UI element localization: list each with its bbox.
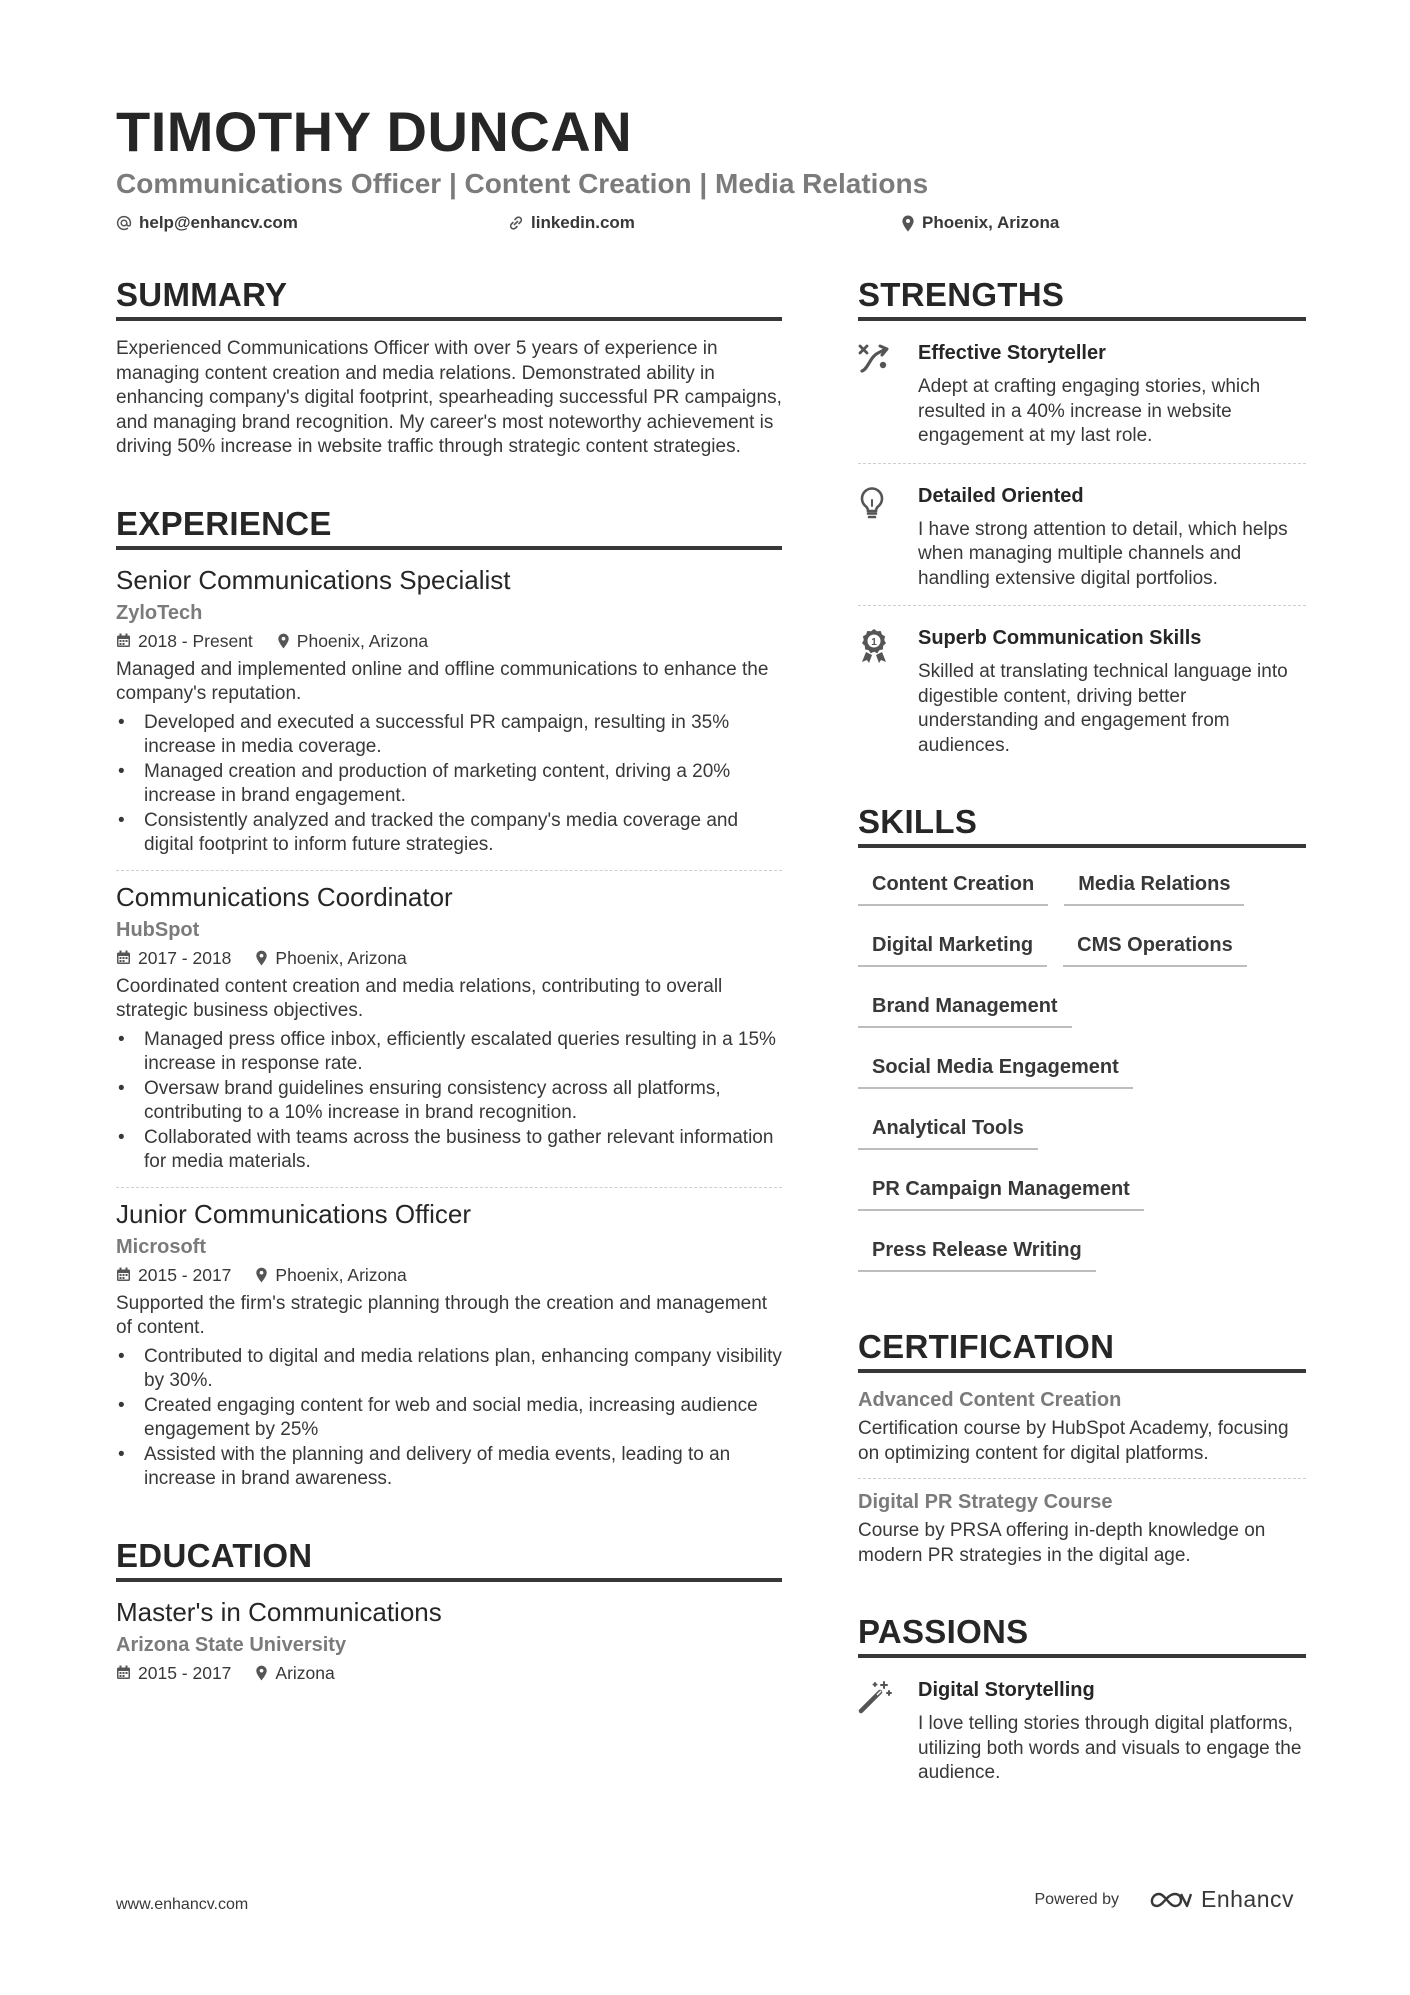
at-icon bbox=[116, 215, 132, 231]
passion-item bbox=[858, 1676, 1306, 1786]
award-icon bbox=[858, 628, 890, 664]
link-icon bbox=[508, 215, 524, 231]
strength-item bbox=[858, 482, 1306, 592]
email-text: help@enhancv.com bbox=[139, 213, 298, 232]
passions-section bbox=[858, 1612, 1306, 1786]
calendar-icon bbox=[116, 1267, 131, 1282]
degree-title: Master's in Communications bbox=[116, 1596, 442, 1627]
job-bullet: • Oversaw brand guidelines ensuring consistency across all platforms, contributing to a 10% increase in brand recognition. bbox=[116, 1077, 782, 1126]
strengths-section bbox=[858, 275, 1306, 758]
strength-title: Effective Storyteller bbox=[918, 342, 1106, 364]
strength-description: Skilled at translating technical language into digestible content, driving better understanding and engagement from audiences. bbox=[918, 661, 1288, 756]
strengths-heading: STRENGTHS bbox=[858, 275, 1306, 321]
linkedin-text: linkedin.com bbox=[531, 213, 635, 232]
job-entry bbox=[116, 564, 782, 858]
passion-icon-wrap bbox=[858, 1676, 918, 1786]
contact-location bbox=[901, 213, 1059, 233]
job-bullet: • Managed creation and production of marketing content, driving a 20% increase in brand engagement. bbox=[116, 760, 782, 809]
education-section bbox=[116, 1536, 782, 1686]
divider bbox=[858, 605, 1306, 606]
job-company: HubSpot bbox=[116, 918, 200, 941]
job-title: Communications Coordinator bbox=[116, 881, 453, 912]
job-title: Junior Communications Officer bbox=[116, 1198, 471, 1229]
strength-body bbox=[918, 339, 1306, 449]
job-bullet: • Assisted with the planning and delivery of media events, leading to an increase in brand awareness. bbox=[116, 1443, 782, 1492]
experience-section bbox=[116, 504, 782, 1492]
job-bullet: • Created engaging content for web and social media, increasing audience engagement by 25% bbox=[116, 1394, 782, 1443]
strength-icon-wrap bbox=[858, 482, 918, 592]
skills-heading: SKILLS bbox=[858, 802, 1306, 848]
certification-item bbox=[858, 1387, 1306, 1466]
skill-tag: Social Media Engagement bbox=[858, 1049, 1133, 1089]
strength-description: I have strong attention to detail, which helps when managing multiple channels and handling extensive digital portfolios. bbox=[918, 518, 1288, 589]
certification-title: Advanced Content Creation bbox=[858, 1389, 1122, 1411]
job-bullets bbox=[116, 1345, 782, 1492]
skill-tag: Content Creation bbox=[858, 866, 1048, 906]
job-title: Senior Communications Specialist bbox=[116, 564, 511, 595]
job-location bbox=[277, 628, 428, 654]
job-description: Coordinated content creation and media relations, contributing to overall strategic business objectives. bbox=[116, 975, 723, 1021]
candidate-subtitle: Communications Officer | Content Creation | Media Relations bbox=[116, 168, 929, 199]
job-meta bbox=[116, 945, 782, 971]
footer-website[interactable]: www.enhancv.com bbox=[116, 1896, 249, 1913]
certification-heading: CERTIFICATION bbox=[858, 1327, 1306, 1373]
education-heading: EDUCATION bbox=[116, 1536, 782, 1582]
calendar-icon bbox=[116, 633, 131, 648]
left-column bbox=[116, 275, 782, 1686]
education-location-text: Arizona bbox=[275, 1662, 335, 1683]
job-company: Microsoft bbox=[116, 1235, 206, 1258]
strength-body bbox=[918, 624, 1306, 758]
skill-tag: Analytical Tools bbox=[858, 1110, 1038, 1150]
contact-bar bbox=[116, 210, 1306, 236]
storyteller-icon bbox=[858, 343, 892, 375]
enhancv-logo-icon bbox=[1145, 1888, 1193, 1912]
strength-description: Adept at crafting engaging stories, which resulted in a 40% increase in website engagement at my last role. bbox=[918, 376, 1261, 446]
job-dates bbox=[116, 1262, 231, 1288]
job-dates bbox=[116, 945, 231, 971]
skills-section bbox=[858, 802, 1306, 1293]
summary-text: Experienced Communications Officer with over 5 years of experience in managing content creation and media relations. Demonstrated ability in enhancing company's digital footprint, spearheading successful PR campaigns, and managing brand recognition. My career's most noteworthy achievement is driving 50% increase in website traffic through strategic content strategies. bbox=[116, 338, 782, 457]
footer-branding bbox=[1034, 1886, 1294, 1913]
skill-tag: Digital Marketing bbox=[858, 927, 1047, 967]
calendar-icon bbox=[116, 950, 131, 965]
skill-tag: Press Release Writing bbox=[858, 1232, 1096, 1272]
job-bullets bbox=[116, 711, 782, 858]
skill-tag: CMS Operations bbox=[1063, 927, 1247, 967]
brand-name: Enhancv bbox=[1200, 1886, 1294, 1912]
job-location-text: Phoenix, Arizona bbox=[275, 947, 407, 968]
contact-email[interactable] bbox=[116, 213, 508, 233]
passion-body bbox=[918, 1676, 1306, 1786]
education-dates bbox=[116, 1660, 231, 1686]
resume-page bbox=[116, 100, 1306, 1783]
job-bullet: • Collaborated with teams across the business to gather relevant information for media materials. bbox=[116, 1126, 782, 1175]
job-description: Managed and implemented online and offline communications to enhance the company's reputation. bbox=[116, 658, 769, 704]
candidate-name: TIMOTHY DUNCAN bbox=[116, 100, 633, 163]
skill-tag: PR Campaign Management bbox=[858, 1171, 1144, 1211]
job-dates-text: 2015 - 2017 bbox=[138, 1264, 232, 1285]
location-pin-icon bbox=[255, 1267, 268, 1283]
svg-text:1: 1 bbox=[871, 637, 877, 648]
summary-section bbox=[116, 275, 782, 460]
job-description: Supported the firm's strategic planning through the creation and management of content. bbox=[116, 1292, 768, 1338]
job-location bbox=[255, 1262, 406, 1288]
education-location bbox=[255, 1660, 334, 1686]
calendar-icon bbox=[116, 1665, 131, 1680]
job-company: ZyloTech bbox=[116, 601, 203, 624]
job-location-text: Phoenix, Arizona bbox=[296, 630, 429, 651]
location-pin-icon bbox=[901, 215, 915, 232]
school-name: Arizona State University bbox=[116, 1633, 347, 1656]
job-meta bbox=[116, 628, 782, 654]
job-meta bbox=[116, 1262, 782, 1288]
job-entry bbox=[116, 1198, 782, 1492]
job-dates-text: 2017 - 2018 bbox=[138, 947, 232, 968]
strength-item bbox=[858, 339, 1306, 449]
job-location-text: Phoenix, Arizona bbox=[275, 1264, 407, 1285]
passion-description: I love telling stories through digital platforms, utilizing both words and visuals to engage the audience. bbox=[918, 1713, 1302, 1783]
strength-title: Detailed Oriented bbox=[918, 484, 1084, 507]
skill-tag: Media Relations bbox=[1064, 866, 1244, 906]
location-pin-icon bbox=[255, 950, 268, 966]
divider bbox=[858, 1478, 1306, 1479]
job-bullet: • Managed press office inbox, efficiently escalated queries resulting in a 15% increase in response rate. bbox=[116, 1028, 782, 1077]
divider bbox=[116, 870, 782, 871]
job-dates bbox=[116, 628, 253, 654]
strength-body bbox=[918, 482, 1306, 592]
passions-heading: PASSIONS bbox=[858, 1612, 1306, 1658]
strength-title: Superb Communication Skills bbox=[918, 627, 1202, 649]
job-bullet: • Contributed to digital and media relations plan, enhancing company visibility by 30%. bbox=[116, 1345, 782, 1394]
experience-heading: EXPERIENCE bbox=[116, 504, 782, 550]
certification-description: Course by PRSA offering in-depth knowledge on modern PR strategies in the digital age. bbox=[858, 1520, 1266, 1566]
summary-heading: SUMMARY bbox=[116, 275, 782, 321]
lightbulb-icon bbox=[858, 486, 886, 520]
education-meta bbox=[116, 1660, 782, 1686]
job-dates-text: 2018 - Present bbox=[138, 630, 253, 651]
certification-title: Digital PR Strategy Course bbox=[858, 1491, 1113, 1513]
skill-tag: Brand Management bbox=[858, 988, 1072, 1028]
location-pin-icon bbox=[255, 1665, 268, 1681]
certification-description: Certification course by HubSpot Academy, focusing on optimizing content for digital platforms. bbox=[858, 1418, 1289, 1464]
strength-item bbox=[858, 624, 1306, 758]
location-pin-icon bbox=[277, 633, 290, 649]
right-column bbox=[858, 275, 1306, 1786]
strength-icon-wrap bbox=[858, 624, 918, 758]
certification-item bbox=[858, 1489, 1306, 1568]
job-entry bbox=[116, 881, 782, 1175]
strength-icon-wrap bbox=[858, 339, 918, 449]
location-text: Phoenix, Arizona bbox=[922, 213, 1060, 232]
job-bullet: • Consistently analyzed and tracked the company's media coverage and digital footprint to inform future strategies. bbox=[116, 809, 782, 858]
skills-list bbox=[858, 866, 1306, 1293]
divider bbox=[116, 1187, 782, 1188]
powered-by-text: Powered by bbox=[1034, 1890, 1119, 1908]
certification-section bbox=[858, 1327, 1306, 1568]
magic-wand-icon bbox=[858, 1680, 892, 1714]
passion-title: Digital Storytelling bbox=[918, 1679, 1095, 1701]
divider bbox=[858, 463, 1306, 464]
job-bullets bbox=[116, 1028, 782, 1175]
education-dates-text: 2015 - 2017 bbox=[138, 1662, 232, 1683]
contact-linkedin[interactable] bbox=[508, 213, 901, 233]
job-location bbox=[255, 945, 406, 971]
job-bullet: • Developed and executed a successful PR campaign, resulting in 35% increase in media coverage. bbox=[116, 711, 782, 760]
